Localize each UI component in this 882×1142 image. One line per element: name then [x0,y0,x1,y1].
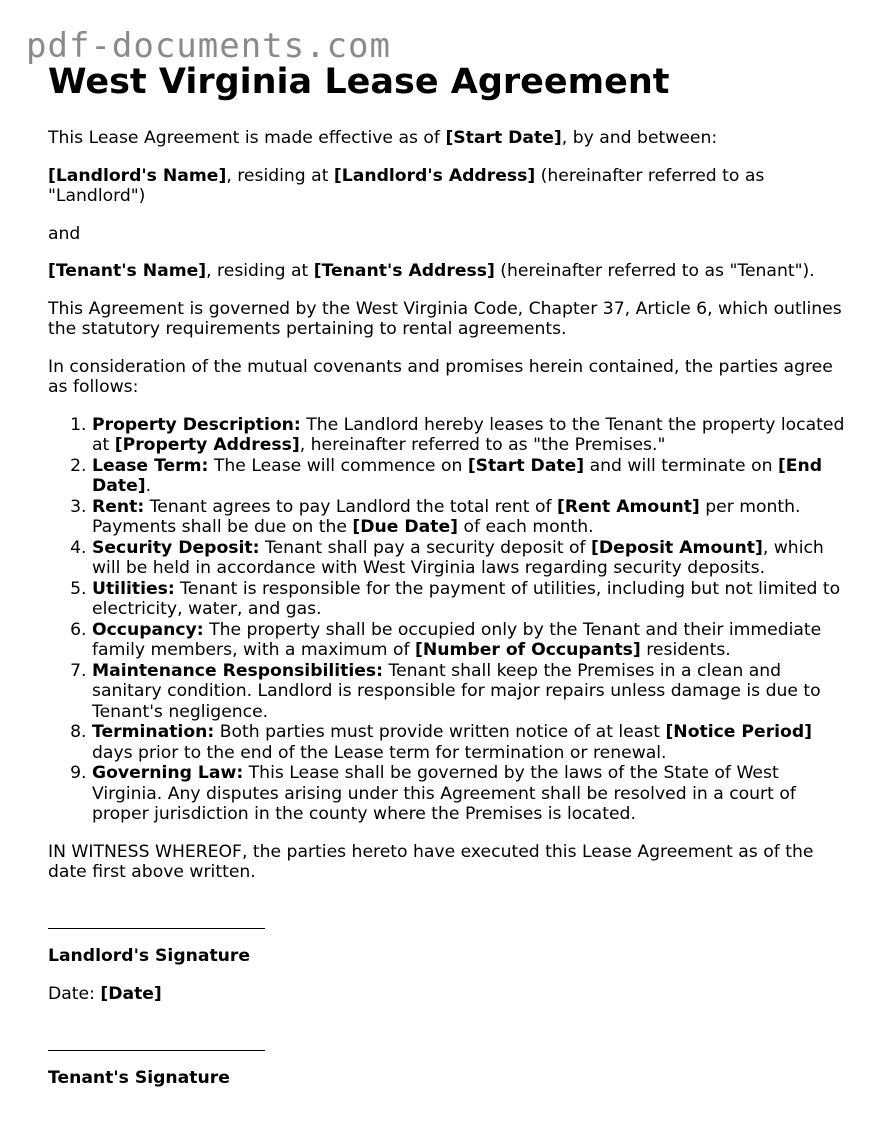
clause-text: per month. Payments shall be due on the [92,496,801,537]
clause-lease-term [92,456,848,497]
clause-list [48,415,848,825]
clause-property-description [92,415,848,456]
clause-title: Security Deposit: [92,537,260,558]
clause-title: Maintenance Responsibilities: [92,660,384,681]
notice-period-placeholder: [Notice Period] [665,722,813,742]
clause-text: The Landlord hereby leases to the Tenant the property located at [92,414,845,455]
clause-title: Property Description: [92,414,301,435]
date-line [48,984,848,1005]
clause-title: Governing Law: [92,763,244,783]
clause-text: The property shall be occupied only by the Tenant and their immediate family members, with a maximum of [92,619,822,660]
occupants-placeholder: [Number of Occupants] [415,640,641,660]
clause-governing-law [92,763,848,825]
rent-amount-placeholder: [Rent Amount] [557,496,700,517]
clause-text: Tenant agrees to pay Landlord the total rent of [144,496,558,517]
landlord-signature-line [48,909,848,930]
witness-paragraph: IN WITNESS WHEREOF, the parties hereto have executed this Lease Agreement as of the date first above written. [48,841,814,882]
due-date-placeholder: [Due Date] [352,517,458,537]
clause-title: Occupancy: [92,619,204,640]
consideration-paragraph: In consideration of the mutual covenants and promises herein contained, the parties agree as follows: [48,356,833,397]
signature-underline [48,928,265,929]
tenant-paragraph [48,261,848,282]
landlord-text-end: (hereinafter referred to as "Landlord") [48,165,765,206]
intro-text: This Lease Agreement is made effective as of [48,128,446,148]
landlord-paragraph [48,166,848,207]
clause-text: Tenant is responsible for the payment of utilities, including but not limited to electricity, water, and gas. [92,578,841,619]
clause-text: The Lease will commence on [208,455,468,476]
lease-document [48,60,848,1088]
clause-title: Rent: [92,496,145,517]
start-date-placeholder: [Start Date] [445,128,562,148]
tenant-signature-line [48,1030,848,1051]
and-paragraph: and [48,223,81,244]
intro-text-end: , by and between: [561,128,718,148]
tenant-text-end: (hereinafter referred to as "Tenant"). [494,261,815,281]
clause-text: days prior to the end of the Lease term for termination or renewal. [92,742,667,763]
clause-utilities [92,579,848,620]
date-placeholder: [Date] [100,983,162,1004]
clause-text: , hereinafter referred to as "the Premises." [299,435,666,455]
clause-text: Both parties must provide written notice of at least [214,722,666,742]
property-address-placeholder: [Property Address] [114,435,300,455]
clause-title: Utilities: [92,578,175,599]
start-date-placeholder: [Start Date] [467,455,585,476]
clause-text: of each month. [457,517,594,537]
date-label: Date: [48,983,101,1004]
landlord-name-placeholder: [Landlord's Name] [48,165,227,186]
clause-text: and will terminate on [584,455,778,476]
clause-text: This Lease shall be governed by the laws of the State of West Virginia. Any disputes arising under this Agreement shall be resolved in a court of proper jurisdiction in the county where the Premises is located. [92,763,796,824]
clause-title: Termination: [92,722,215,742]
landlord-signature-label: Landlord's Signature [48,946,251,966]
governing-paragraph: This Agreement is governed by the West Virginia Code, Chapter 37, Article 6, which outlines the statutory requirements pertaining to rental agreements. [48,298,842,339]
clause-security-deposit [92,538,848,579]
deposit-amount-placeholder: [Deposit Amount] [591,537,763,558]
clause-title: Lease Term: [92,455,209,476]
clause-occupancy [92,620,848,661]
clause-text: Tenant shall pay a security deposit of [259,537,592,558]
clause-text: . [145,476,152,496]
watermark: pdf-documents.com [26,26,391,66]
clause-rent [92,497,848,538]
tenant-address-placeholder: [Tenant's Address] [313,261,495,281]
landlord-address-placeholder: [Landlord's Address] [333,165,536,186]
clause-maintenance [92,661,848,723]
clause-text: residents. [640,640,731,660]
clause-text: , which will be held in accordance with West Virginia laws regarding security deposits. [92,537,824,578]
intro-paragraph [48,128,848,149]
clause-termination [92,722,848,763]
document-title: West Virginia Lease Agreement [48,62,670,102]
clause-text: Tenant shall keep the Premises in a clean and sanitary condition. Landlord is responsible for major repairs unless damage is due to Tenant's negligence. [92,660,821,722]
landlord-text: , residing at [226,165,334,186]
tenant-name-placeholder: [Tenant's Name] [48,261,207,281]
tenant-text: , residing at [206,261,314,281]
tenant-signature-label: Tenant's Signature [48,1067,230,1088]
end-date-placeholder: [End Date] [92,455,823,496]
signature-underline [48,1050,265,1051]
